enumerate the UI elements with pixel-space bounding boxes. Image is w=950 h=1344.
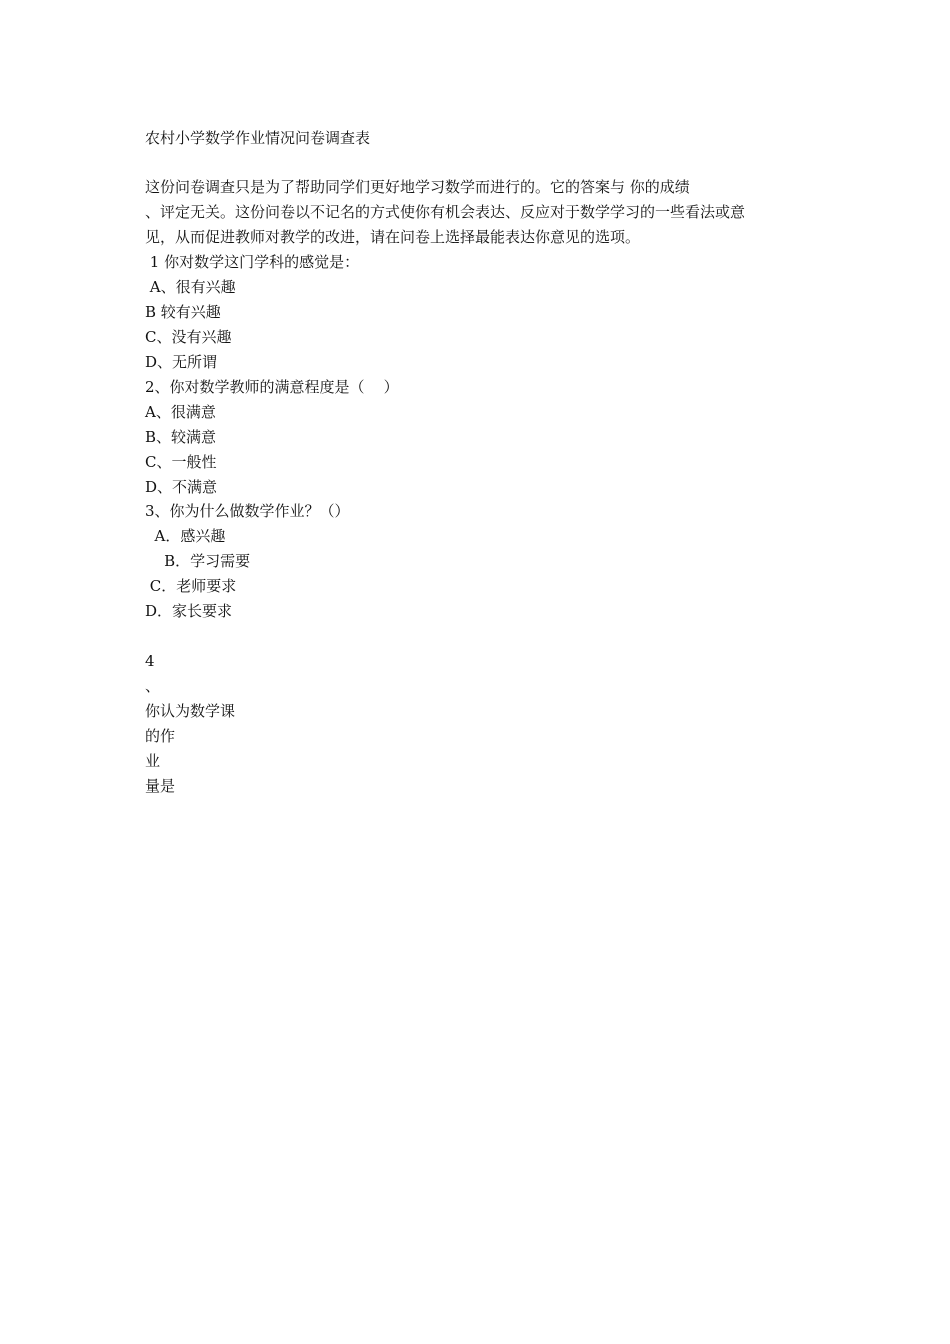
intro-line-2: 、评定无关。这份问卷以不记名的方式使你有机会表达、反应对于数学学习的一些看法或意 [145, 203, 746, 221]
q1-option-d: D、无所谓 [145, 353, 218, 371]
q3-option-a: A．感兴趣 [145, 527, 226, 545]
question-3: 3、你为什么做数学作业？（） [145, 502, 350, 520]
intro-line-3: 见，从而促进教师对教学的改进，请在问卷上选择最能表达你意见的选项。 [145, 228, 641, 246]
q4-fragment-text-4: 量是 [145, 777, 176, 795]
q3-option-c: C．老师要求 [145, 577, 237, 595]
q4-fragment-text-3: 业 [145, 752, 161, 770]
q1-option-b: B 较有兴趣 [145, 303, 221, 321]
q2-option-c: C、一般性 [145, 453, 217, 471]
q2-option-b: B、较满意 [145, 428, 217, 446]
q4-fragment-number: 4 [145, 652, 155, 670]
document-title: 农村小学数学作业情况问卷调查表 [145, 129, 371, 147]
intro-line-1: 这份问卷调查只是为了帮助同学们更好地学习数学而进行的。它的答案与 你的成绩 [145, 178, 690, 196]
q4-fragment-mark: 、 [145, 677, 161, 695]
q1-option-c: C、没有兴趣 [145, 328, 232, 346]
q4-fragment-text-2: 的作 [145, 727, 176, 745]
q1-option-a: A、很有兴趣 [145, 278, 236, 296]
question-2: 2、你对数学教师的满意程度是（ ） [145, 378, 399, 396]
q3-option-d: D．家长要求 [145, 602, 233, 620]
q3-option-b: B．学习需要 [145, 552, 251, 570]
question-1: 1 你对数学这门学科的感觉是： [145, 253, 360, 271]
q4-fragment-text-1: 你认为数学课 [145, 702, 236, 720]
q2-option-d: D、不满意 [145, 478, 218, 496]
q2-option-a: A、很满意 [145, 403, 216, 421]
